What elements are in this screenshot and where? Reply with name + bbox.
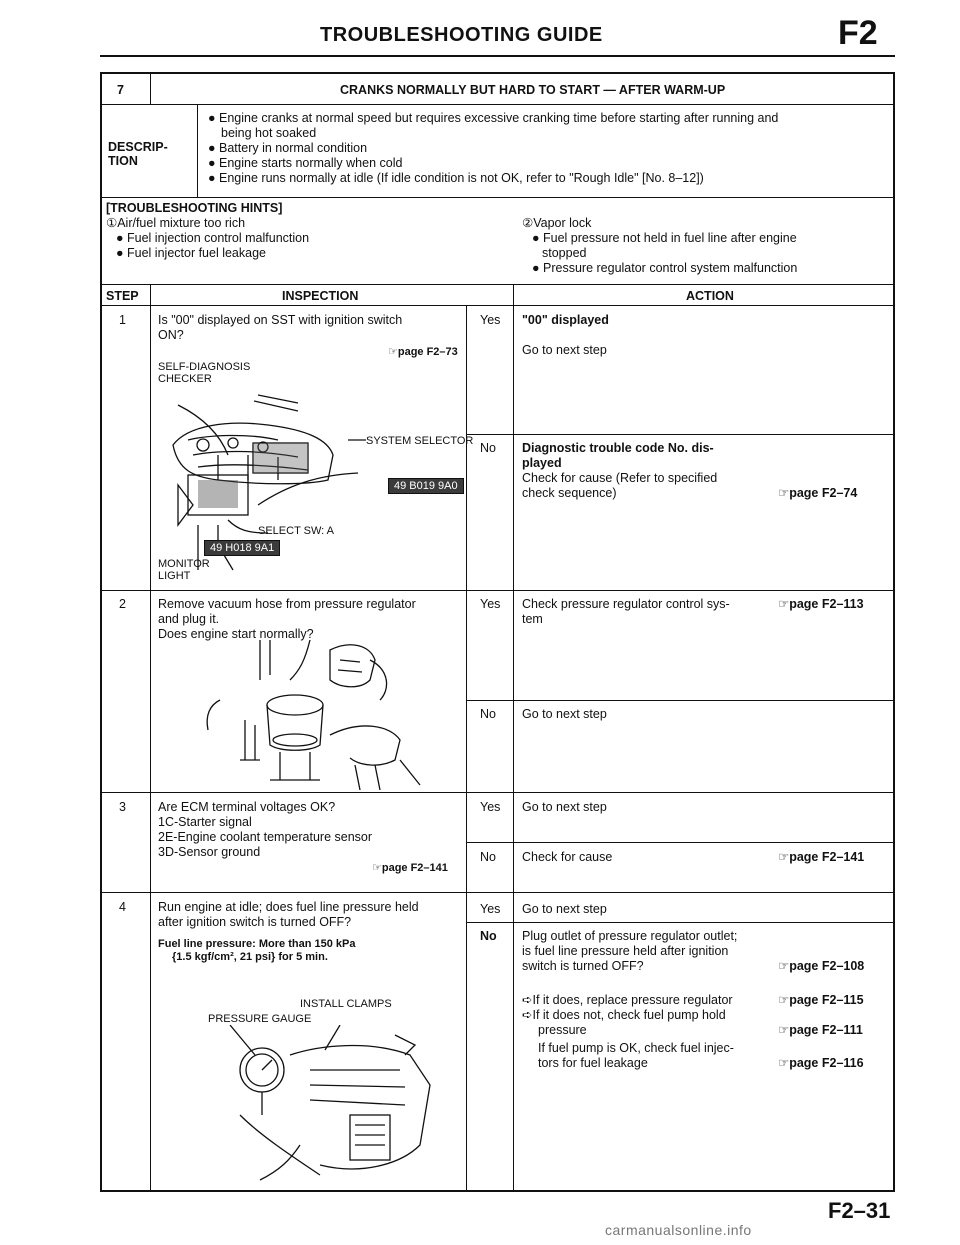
problem-title: CRANKS NORMALLY BUT HARD TO START — AFTER WARM-UP [340, 83, 726, 97]
inspection-text: 3D-Sensor ground [158, 845, 261, 859]
action-text: Go to next step [522, 902, 607, 916]
tool-number-badge: 49 B019 9A0 [388, 478, 464, 494]
page-title: TROUBLESHOOTING GUIDE [320, 24, 603, 46]
yes-label: Yes [480, 902, 501, 916]
figure-label: MONITOR [158, 558, 210, 570]
no-label: No [480, 929, 497, 943]
description-line: ● Engine runs normally at idle (If idle condition is not OK, refer to "Rough Idle" [No. 8–12]) [208, 171, 704, 185]
description-line: ● Engine cranks at normal speed but requires excessive cranking time before starting after running and [208, 111, 779, 125]
divider [513, 284, 514, 1192]
hints-title: [TROUBLESHOOTING HINTS] [106, 201, 283, 215]
divider [197, 104, 198, 198]
column-header-inspection: INSPECTION [282, 289, 359, 303]
divider [100, 792, 895, 793]
inspection-text: Is "00" displayed on SST with ignition switch [158, 313, 403, 327]
divider [150, 72, 151, 105]
action-text: ➪If it does not, check fuel pump hold [522, 1008, 726, 1022]
divider [100, 892, 895, 893]
specification: {1.5 kgf/cm², 21 psi} for 5 min. [172, 951, 328, 963]
no-label: No [480, 441, 496, 455]
inspection-text: Are ECM terminal voltages OK? [158, 800, 336, 814]
no-label: No [480, 850, 496, 864]
action-text: tors for fuel leakage [538, 1056, 648, 1070]
figure-label: CHECKER [158, 373, 212, 385]
page-reference: ☞page F2–108 [778, 959, 865, 973]
figure-label: INSTALL CLAMPS [300, 998, 392, 1010]
divider [100, 590, 895, 591]
inspection-text: Remove vacuum hose from pressure regulator [158, 597, 416, 611]
action-text: Check pressure regulator control sys- [522, 597, 730, 611]
description-line: being hot soaked [221, 126, 317, 140]
figure-label: SELF-DIAGNOSIS [158, 361, 251, 373]
column-header-step: STEP [106, 289, 139, 303]
divider [466, 842, 895, 843]
action-text: switch is turned OFF? [522, 959, 644, 973]
hint-left: ● Fuel injection control malfunction [116, 231, 310, 245]
fuel-pressure-gauge-illustration [200, 1025, 450, 1185]
action-text: Check for cause (Refer to specified [522, 471, 718, 485]
action-title: "00" displayed [522, 313, 609, 327]
yes-label: Yes [480, 800, 501, 814]
inspection-text: and plug it. [158, 612, 220, 626]
specification: Fuel line pressure: More than 150 kPa [158, 938, 356, 950]
divider [150, 284, 151, 1192]
inspection-text: 2E-Engine coolant temperature sensor [158, 830, 373, 844]
description-line: ● Engine starts normally when cold [208, 156, 403, 170]
page-reference: ☞page F2–74 [778, 486, 858, 500]
step-number: 3 [119, 800, 126, 814]
hint-left: ● Fuel injector fuel leakage [116, 246, 266, 260]
action-title: played [522, 456, 562, 470]
watermark: carmanualsonline.info [605, 1222, 752, 1238]
description-label: TION [108, 154, 138, 168]
pressure-regulator-illustration [190, 640, 440, 790]
page-reference: ☞page F2–141 [778, 850, 865, 864]
divider [100, 197, 895, 198]
divider [100, 305, 895, 306]
action-text: ➪If it does, replace pressure regulator [522, 993, 733, 1007]
description-line: ● Battery in normal condition [208, 141, 368, 155]
step-number: 1 [119, 313, 126, 327]
step-number: 4 [119, 900, 126, 914]
hint-left: ①Air/fuel mixture too rich [106, 216, 246, 230]
header-rule [100, 55, 895, 57]
page-reference: ☞page F2–115 [778, 993, 864, 1007]
column-header-action: ACTION [686, 289, 734, 303]
action-title: Diagnostic trouble code No. dis- [522, 441, 714, 455]
tool-number-badge: 49 H018 9A1 [204, 540, 280, 556]
section-code: F2 [838, 14, 878, 52]
action-text: pressure [538, 1023, 587, 1037]
action-text: Check for cause [522, 850, 613, 864]
page-reference: ☞page F2–116 [778, 1056, 864, 1070]
action-text: check sequence) [522, 486, 617, 500]
hint-right: stopped [542, 246, 587, 260]
divider [466, 700, 895, 701]
step-number: 2 [119, 597, 126, 611]
inspection-text: Does engine start normally? [158, 627, 314, 641]
figure-label: SYSTEM SELECTOR [366, 435, 474, 447]
action-text: If fuel pump is OK, check fuel injec- [538, 1041, 734, 1055]
figure-label: SELECT SW: A [258, 525, 335, 537]
action-text: Go to next step [522, 343, 607, 357]
hint-right: ②Vapor lock [522, 216, 592, 230]
page-reference: ☞page F2–73 [388, 346, 458, 358]
divider [466, 922, 895, 923]
page-reference: ☞page F2–113 [778, 597, 864, 611]
hint-right: ● Fuel pressure not held in fuel line after engine [532, 231, 797, 245]
action-text: Plug outlet of pressure regulator outlet; [522, 929, 738, 943]
page-number: F2–31 [828, 1198, 891, 1223]
page-reference: ☞page F2–111 [778, 1023, 863, 1037]
description-label: DESCRIP- [108, 140, 168, 154]
inspection-text: Run engine at idle; does fuel line pressure held [158, 900, 419, 914]
divider [100, 104, 895, 105]
action-text: is fuel line pressure held after ignition [522, 944, 729, 958]
divider [466, 434, 895, 435]
yes-label: Yes [480, 313, 501, 327]
page-reference: ☞page F2–141 [372, 862, 448, 874]
figure-label: PRESSURE GAUGE [208, 1013, 312, 1025]
inspection-text: 1C-Starter signal [158, 815, 252, 829]
no-label: No [480, 707, 496, 721]
problem-number: 7 [117, 83, 124, 97]
action-text: tem [522, 612, 543, 626]
divider [100, 284, 895, 285]
hint-right: ● Pressure regulator control system malfunction [532, 261, 798, 275]
figure-label: LIGHT [158, 570, 191, 582]
inspection-text: ON? [158, 328, 184, 342]
action-text: Go to next step [522, 800, 607, 814]
action-text: Go to next step [522, 707, 607, 721]
yes-label: Yes [480, 597, 501, 611]
inspection-text: after ignition switch is turned OFF? [158, 915, 352, 929]
